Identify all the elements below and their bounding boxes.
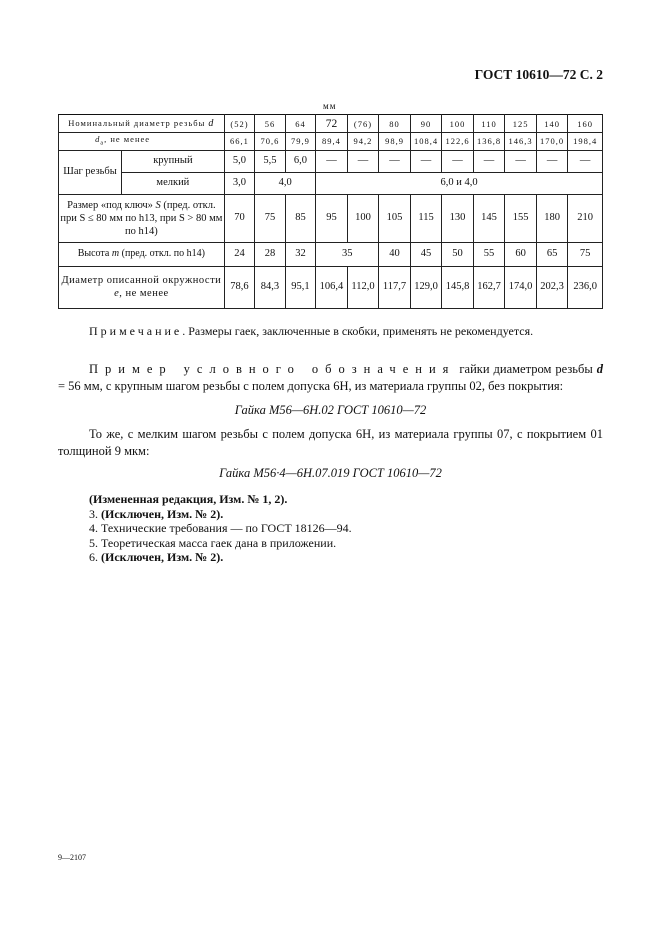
clause-4: 4. Технические требования — по ГОСТ 18126—94. xyxy=(89,521,352,535)
s-cell: 105 xyxy=(379,194,411,242)
m-var: m xyxy=(111,248,120,260)
m-cell: 55 xyxy=(473,242,505,266)
s-cell: 115 xyxy=(410,194,442,242)
s-cell: 180 xyxy=(536,194,568,242)
clause-5: 5. Теоретическая масса гаек дана в приложении. xyxy=(89,535,337,550)
diameter-cell: 80 xyxy=(379,115,411,133)
example-text-a: гайки диаметром резьбы xyxy=(455,362,597,376)
e-cell: 145,8 xyxy=(442,266,474,308)
e-cell: 202,3 xyxy=(536,266,568,308)
example2-paragraph xyxy=(58,426,603,460)
fine-label: мелкий xyxy=(122,172,225,194)
e-cell: 78,6 xyxy=(224,266,255,308)
diameter-cell: 56 xyxy=(255,115,286,133)
clause-3-num: 3. xyxy=(89,506,98,521)
e-cell: 162,7 xyxy=(473,266,505,308)
s-cell: 210 xyxy=(568,194,603,242)
coarse-cell: — xyxy=(379,150,411,172)
da-row xyxy=(59,133,603,151)
page-footer-code: 9—2107 xyxy=(58,853,86,862)
e-cell: 129,0 xyxy=(410,266,442,308)
designation-1: Гайка М56—6Н.02 ГОСТ 10610—72 xyxy=(234,403,427,417)
da-label-cell xyxy=(59,133,225,151)
example-text-b: = 56 мм, с крупным шагом резьбы с полем допуска 6Н, из материала группы 02, без покрытия: xyxy=(58,379,564,393)
m-cell: 65 xyxy=(536,242,568,266)
da-var: d xyxy=(95,134,101,144)
m-cell: 60 xyxy=(505,242,537,266)
e-row xyxy=(59,266,603,308)
e-cell: 84,3 xyxy=(255,266,286,308)
coarse-cell: — xyxy=(568,150,603,172)
e-cell: 112,0 xyxy=(347,266,379,308)
designation-2: Гайка М56·4—6Н.07.019 ГОСТ 10610—72 xyxy=(219,466,442,480)
fine-cell: 3,0 xyxy=(224,172,255,194)
example2-text: То же, с мелким шагом резьбы с полем допуска 6Н, из материала группы 07, с покрытием 01 толщиной 9 мкм: xyxy=(58,427,603,458)
page-header: ГОСТ 10610—72 С. 2 xyxy=(474,67,603,82)
m-label-tail: (пред. откл. по h14) xyxy=(121,248,205,260)
diameter-cell: (76) xyxy=(347,115,379,133)
m-cell: 28 xyxy=(255,242,286,266)
da-cell: 70,6 xyxy=(255,133,286,151)
e-var: e xyxy=(114,288,120,300)
coarse-cell: — xyxy=(347,150,379,172)
diameter-cell: 64 xyxy=(285,115,316,133)
diameter-label: Номинальный диаметр резьбы xyxy=(68,118,206,128)
da-cell: 94,2 xyxy=(347,133,379,151)
e-cell: 117,7 xyxy=(379,266,411,308)
clause-6-num: 6. xyxy=(89,550,98,564)
example-var: d xyxy=(596,362,603,376)
note-text: . Размеры гаек, заключенные в скобки, применять не рекомендуется. xyxy=(182,324,534,338)
e-cell: 174,0 xyxy=(505,266,537,308)
s-cell: 130 xyxy=(442,194,474,242)
da-cell: 136,8 xyxy=(473,133,505,151)
coarse-cell: — xyxy=(473,150,505,172)
m-cell: 35 xyxy=(316,242,379,266)
e-cell: 106,4 xyxy=(316,266,348,308)
s-cell: 155 xyxy=(505,194,537,242)
diameter-cell: (52) xyxy=(224,115,255,133)
s-label-tail: (пред. откл. при S ≤ 80 мм по h13, при S > 80 мм по h14) xyxy=(60,199,223,237)
da-cell: 89,4 xyxy=(316,133,348,151)
e-label-cell xyxy=(59,266,225,308)
s-cell: 100 xyxy=(347,194,379,242)
diameter-cell: 110 xyxy=(473,115,505,133)
m-cell: 24 xyxy=(224,242,255,266)
coarse-cell: — xyxy=(410,150,442,172)
example-heading: Пример условного обозначения xyxy=(89,362,456,376)
diameter-label-cell xyxy=(59,115,225,133)
e-cell: 95,1 xyxy=(285,266,316,308)
da-cell: 198,4 xyxy=(568,133,603,151)
s-label-cell xyxy=(59,194,225,242)
coarse-cell: 6,0 xyxy=(285,150,316,172)
s-label: Размер «под ключ» xyxy=(67,199,153,211)
diameter-var: d xyxy=(208,118,215,129)
units-label: мм xyxy=(323,101,337,111)
m-label: Высота xyxy=(77,248,110,260)
table-note xyxy=(89,324,533,339)
m-row xyxy=(59,242,603,266)
pitch-label: Шаг резьбы xyxy=(59,150,122,194)
coarse-label: крупный xyxy=(122,150,225,172)
diameter-cell: 160 xyxy=(568,115,603,133)
fine-cell: 6,0 и 4,0 xyxy=(316,172,603,194)
coarse-cell: — xyxy=(442,150,474,172)
fine-pitch-row xyxy=(59,172,603,194)
nut-dimensions-table xyxy=(58,114,603,309)
e-cell: 236,0 xyxy=(568,266,603,308)
clause-3 xyxy=(89,507,352,522)
e-label-tail: , не менее xyxy=(119,288,169,300)
diameter-cell: 140 xyxy=(536,115,568,133)
note-word: Примечание xyxy=(89,324,183,338)
m-cell: 75 xyxy=(568,242,603,266)
diameter-cell: 100 xyxy=(442,115,474,133)
coarse-cell: — xyxy=(316,150,348,172)
da-sub: a xyxy=(100,140,105,147)
m-label-cell xyxy=(59,242,225,266)
s-cell: 70 xyxy=(224,194,255,242)
diameter-row xyxy=(59,115,603,133)
m-cell: 45 xyxy=(410,242,442,266)
s-row xyxy=(59,194,603,242)
da-suffix: , не менее xyxy=(104,134,151,144)
clause-3-text: (Исключен, Изм. № 2). xyxy=(101,506,224,521)
s-cell: 85 xyxy=(285,194,316,242)
diameter-cell: 72 xyxy=(316,115,348,133)
da-cell: 108,4 xyxy=(410,133,442,151)
coarse-cell: 5,5 xyxy=(255,150,286,172)
clause-6 xyxy=(89,550,352,565)
example-paragraph xyxy=(58,361,603,395)
clause-list xyxy=(89,492,352,565)
fine-cell: 4,0 xyxy=(255,172,316,194)
coarse-cell: 5,0 xyxy=(224,150,255,172)
da-cell: 79,9 xyxy=(285,133,316,151)
edited-note-text: (Измененная редакция, Изм. № 1, 2). xyxy=(89,492,288,506)
coarse-cell: — xyxy=(536,150,568,172)
da-cell: 170,0 xyxy=(536,133,568,151)
diameter-cell: 90 xyxy=(410,115,442,133)
coarse-pitch-row xyxy=(59,150,603,172)
m-cell: 40 xyxy=(379,242,411,266)
da-cell: 122,6 xyxy=(442,133,474,151)
coarse-cell: — xyxy=(505,150,537,172)
edited-note xyxy=(89,492,352,507)
s-var: S xyxy=(155,199,161,211)
da-cell: 66,1 xyxy=(224,133,255,151)
da-cell: 146,3 xyxy=(505,133,537,151)
diameter-cell: 125 xyxy=(505,115,537,133)
s-cell: 75 xyxy=(255,194,286,242)
m-cell: 50 xyxy=(442,242,474,266)
s-cell: 145 xyxy=(473,194,505,242)
da-cell: 98,9 xyxy=(379,133,411,151)
clause-6-text: (Исключен, Изм. № 2). xyxy=(101,550,224,564)
e-label: Диаметр описанной окружности xyxy=(61,275,222,287)
s-cell: 95 xyxy=(316,194,348,242)
m-cell: 32 xyxy=(285,242,316,266)
